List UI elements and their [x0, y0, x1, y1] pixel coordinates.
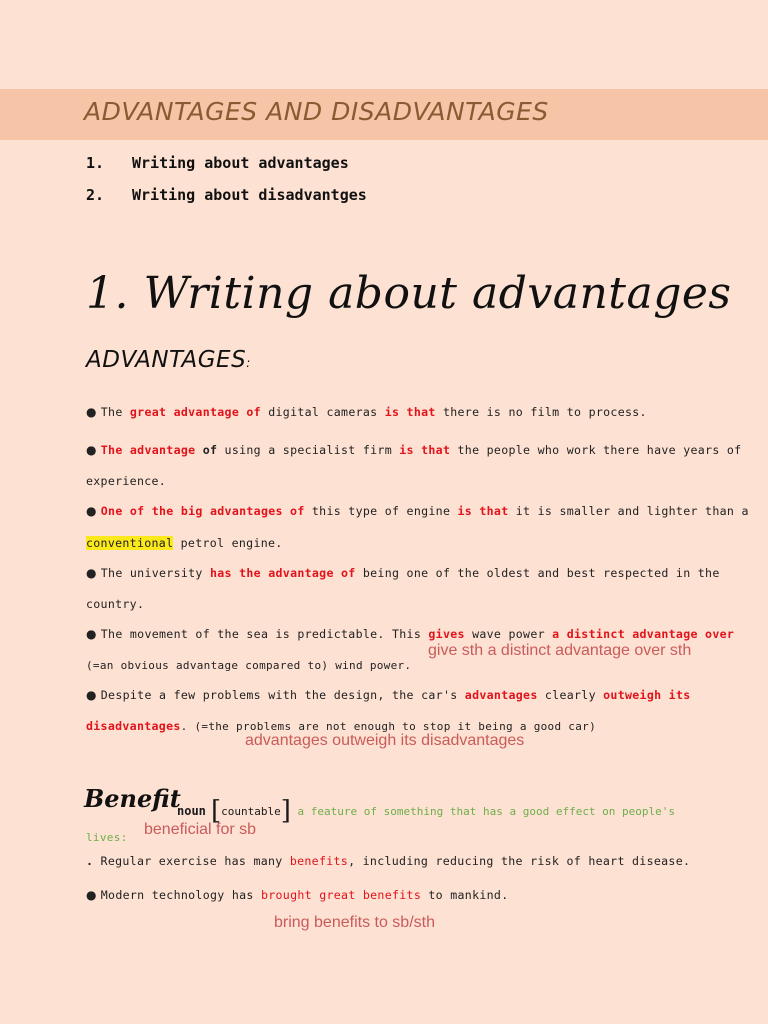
bullet-icon: ●	[86, 504, 97, 518]
bullet-icon: .	[86, 854, 94, 868]
subheading-text: ADVANTAGES	[86, 347, 247, 373]
bullet-icon: ●	[86, 627, 97, 641]
phrase: great advantage of	[129, 405, 261, 419]
example-3-cont	[86, 536, 283, 550]
example-4-cont: country.	[86, 597, 145, 611]
text: this type of engine	[304, 504, 458, 518]
toc-item-1[interactable]	[86, 154, 349, 172]
page-title: ADVANTAGES AND DISADVANTAGES	[84, 97, 549, 126]
highlighted-word: conventional	[86, 536, 174, 550]
text: Modern technology has	[100, 888, 261, 902]
phrase: One of the big advantages of	[100, 504, 305, 518]
handwritten-note: give sth a distinct advantage over sth	[428, 642, 692, 659]
example-3	[86, 504, 749, 518]
text: petrol engine.	[173, 536, 283, 550]
example-2-cont: experience.	[86, 474, 167, 488]
phrase: disadvantages	[86, 719, 181, 733]
text: clearly	[537, 688, 604, 702]
text: Regular exercise has many	[93, 854, 290, 868]
example-5-cont: (=an obvious advantage compared to) wind power.	[86, 659, 412, 672]
advantages-subheading	[86, 347, 251, 373]
example-4	[86, 566, 720, 580]
text: of	[195, 443, 218, 457]
benefit-example-1	[86, 854, 690, 868]
example-1	[86, 405, 647, 419]
toc-label: Writing about disadvantges	[132, 186, 367, 204]
definition-cont: lives:	[86, 831, 128, 844]
phrase: advantages	[464, 688, 538, 702]
example-6-cont	[86, 719, 596, 733]
bullet-icon: ●	[86, 888, 97, 902]
phrase: a distinct advantage over	[552, 627, 735, 641]
example-6	[86, 688, 691, 702]
toc-number: 2.	[86, 186, 105, 204]
text: The	[100, 405, 130, 419]
text: wave power	[464, 627, 553, 641]
text: the people who work there have years of	[450, 443, 742, 457]
subheading-colon: :	[246, 356, 251, 370]
phrase: is that	[384, 405, 436, 419]
benefit-example-2	[86, 888, 509, 902]
text: , including reducing the risk of heart disease.	[348, 854, 691, 868]
phrase: is that	[457, 504, 509, 518]
part-of-speech: noun	[177, 804, 206, 818]
bracket-close: ]	[280, 796, 291, 826]
toc-item-2[interactable]	[86, 186, 367, 204]
phrase: The advantage	[100, 443, 196, 457]
text: to mankind.	[421, 888, 509, 902]
toc-number: 1.	[86, 154, 105, 172]
phrase: benefits	[289, 854, 349, 868]
text: there is no film to process.	[435, 405, 647, 419]
benefit-headword: Benefit	[84, 784, 181, 813]
text: it is smaller and lighter than a	[508, 504, 749, 518]
definition-text: a feature of something that has a good effect on people's	[290, 805, 676, 818]
text: . (=the problems are not enough to stop it being a good car)	[180, 720, 596, 733]
grammar-label: countable	[221, 805, 281, 818]
example-5	[86, 627, 734, 641]
phrase: brought great benefits	[260, 888, 422, 902]
bullet-icon: ●	[86, 566, 97, 580]
handwritten-note: beneficial for sb	[144, 821, 257, 838]
bracket-open: [	[211, 796, 222, 826]
handwritten-note: bring benefits to sb/sth	[274, 914, 435, 931]
text: digital cameras	[260, 405, 385, 419]
phrase: gives	[428, 627, 465, 641]
text: The movement of the sea is predictable. This	[100, 627, 429, 641]
handwritten-note: advantages outweigh its disadvantages	[245, 732, 525, 749]
bullet-icon: ●	[86, 688, 97, 702]
bullet-icon: ●	[86, 443, 97, 457]
phrase: outweigh its	[603, 688, 691, 702]
phrase: is that	[399, 443, 451, 457]
bullet-icon: ●	[86, 405, 97, 419]
phrase: has the advantage of	[209, 566, 356, 580]
example-2	[86, 443, 741, 457]
text: Despite a few problems with the design, the car's	[100, 688, 465, 702]
section-heading: 1. Writing about advantages	[86, 268, 732, 319]
text: The university	[100, 566, 210, 580]
toc-label: Writing about advantages	[132, 154, 349, 172]
text: being one of the oldest and best respected in the	[355, 566, 720, 580]
text: using a specialist firm	[217, 443, 400, 457]
